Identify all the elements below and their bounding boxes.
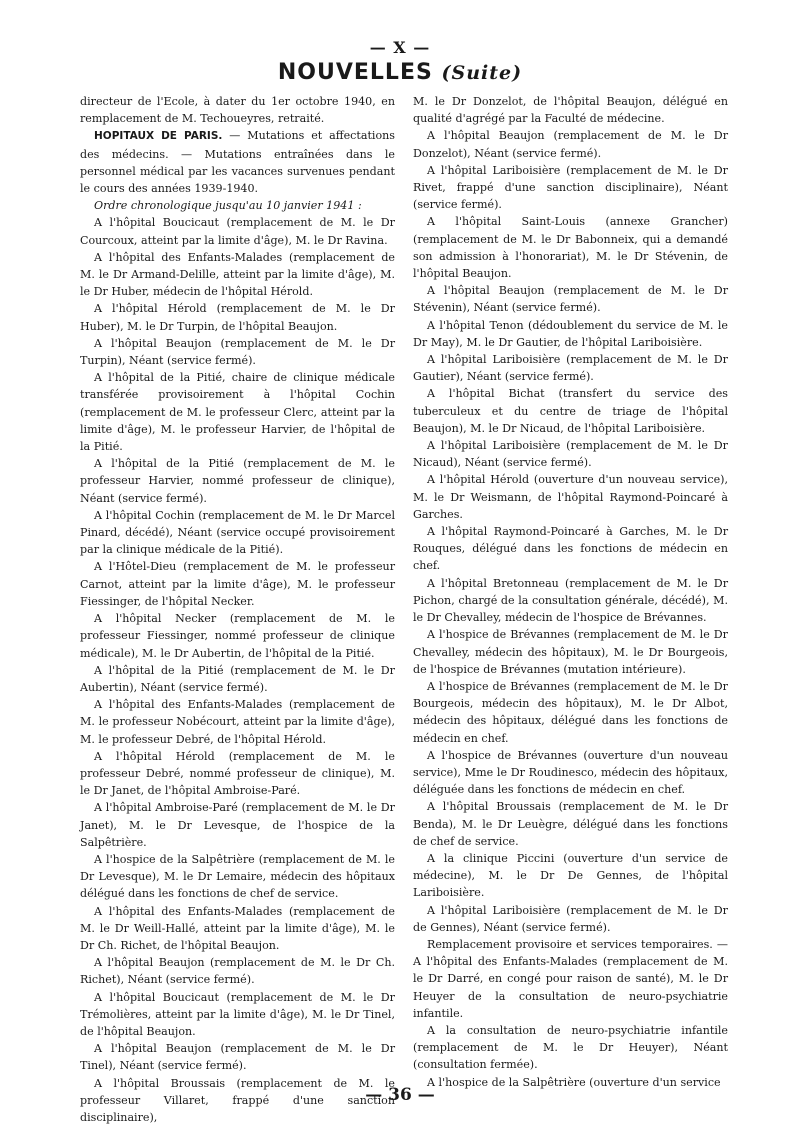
paragraph: A l'hôpital Beaujon (remplacement de M. le Dr Stévenin), Néant (service fermé). [413,284,728,315]
paragraph: A l'hôpital Hérold (ouverture d'un nouveau service), M. le Dr Weismann, de l'hôpital Raymond-Poincaré à Garches. [413,473,728,521]
title-main: NOUVELLES [277,60,433,85]
paragraph: A l'hôpital Lariboisière (remplacement de M. le Dr de Gennes), Néant (service fermé). [413,903,728,934]
paragraph: A l'hôpital Lariboisière (remplacement de M. le Dr Nicaud), Néant (service fermé). [413,439,728,470]
paragraph: A l'hôpital Bretonneau (remplacement de M. le Dr Pichon, chargé de la consultation générale, décédé), M. le Dr Chevalley, médecin de l'hospice de Brévannes. [413,576,728,625]
section-text: — Mutations et affectations des médecins. — Mutations entraînées dans le personnel médical par les vacances survenues pendant le cours des années 1939-1940. [80,129,395,196]
paragraph: A l'hospice de la Salpêtrière (ouverture d'un service [427,1075,721,1089]
paragraph: A l'hôpital Boucicaut (remplacement de M. le Dr Courcoux, atteint par la limite d'âge), M. le Dr Ravina. [80,216,395,247]
paragraph: A l'hôpital Ambroise-Paré (remplacement de M. le Dr Janet), M. le Dr Levesque, de l'hospice de la Salpêtrière. [80,801,395,849]
paragraph: A l'hospice de Brévannes (ouverture d'un nouveau service), Mme le Dr Roudinesco, médecin des hôpitaux, déléguée dans les fonctions de médecin en chef. [413,748,728,797]
paragraph: A l'hôpital Beaujon (remplacement de M. le Dr Donzelot), Néant (service fermé). [413,129,728,160]
section-heading: HOPITAUX DE PARIS. [94,130,223,143]
paragraph: A l'hôpital de la Pitié (remplacement de M. le professeur Harvier, nommé professeur de clinique), Néant (service fermé). [80,457,395,505]
paragraph: A l'hôpital Cochin (remplacement de M. le Dr Marcel Pinard, décédé), Néant (service occupé provisoirement par la clinique médicale de la Pitié). [80,508,395,557]
paragraph: A l'hôpital Bichat (transfert du service des tuberculeux et du centre de triage de l'hôpital Beaujon), M. le Dr Nicaud, de l'hôpital Lariboisière. [413,387,728,435]
right-column [413,93,728,1091]
paragraph: directeur de l'Ecole, à dater du 1er octobre 1940, en remplacement de M. Techoueyres, retraité. [80,95,395,126]
paragraph: A l'hôpital Beaujon (remplacement de M. le Dr Ch. Richet), Néant (service fermé). [80,956,395,987]
left-column [80,93,395,1126]
page-number: — 36 — [365,1085,435,1105]
paragraph: M. le Dr Donzelot, de l'hôpital Beaujon, délégué en qualité d'agrégé par la Faculté de médecine. [413,95,728,126]
paragraph: A l'hôpital de la Pitié, chaire de clinique médicale transférée provisoirement à l'hôpital Cochin (remplacement de M. le professeur Clerc, atteint par la limite d'âge), M. le professeur Harvier, de l'hôpital de la Pitié. [80,371,395,454]
paragraph: Ordre chronologique jusqu'au 10 janvier 1941 : [94,199,362,213]
page-title [0,60,800,85]
paragraph: A l'hôpital Raymond-Poincaré à Garches, M. le Dr Rouques, délégué dans les fonctions de médecin en chef. [413,525,728,573]
paragraph: A l'hôpital Lariboisière (remplacement de M. le Dr Gautier), Néant (service fermé). [413,353,728,384]
paragraph: A l'hôpital Broussais (remplacement de M. le Dr Benda), M. le Dr Leuègre, délégué dans les fonctions de chef de service. [413,800,728,848]
paragraph: A la clinique Piccini (ouverture d'un service de médecine), M. le Dr De Gennes, de l'hôpital Lariboisière. [413,851,728,900]
paragraph: A l'hôpital Beaujon (remplacement de M. le Dr Turpin), Néant (service fermé). [80,336,395,368]
paragraph: A l'hôpital Broussais (remplacement de M. le professeur Villaret, frappé d'une sanction disciplinaire), [80,1076,395,1124]
paragraph: A l'hospice de Brévannes (remplacement de M. le Dr Bourgeois, médecin des hôpitaux), M. le Dr Albot, médecin des hôpitaux, délégué dans les fonctions de médecin en chef. [413,679,728,745]
paragraph: Remplacement provisoire et services temporaires. — A l'hôpital des Enfants-Malades (remplacement de M. le Dr Darré, en congé pour raison de santé), M. le Dr Heuyer de la consultation de neuro-psychiatrie infantile. [413,937,728,1020]
page-number-roman: — X — [369,38,431,57]
paragraph: A l'hôpital Hérold (remplacement de M. le Dr Huber), M. le Dr Turpin, de l'hôpital Beaujon. [80,302,395,333]
paragraph: A l'Hôtel-Dieu (remplacement de M. le professeur Carnot, atteint par la limite d'âge), M. le professeur Fiessinger, de l'hôpital Necker. [80,560,395,608]
paragraph: A l'hôpital des Enfants-Malades (remplacement de M. le Dr Weill-Hallé, atteint par la limite d'âge), M. le Dr Ch. Richet, de l'hôpital Beaujon. [80,904,395,952]
section-paragraph [80,127,395,197]
paragraph: A l'hospice de la Salpêtrière (remplacement de M. le Dr Levesque), M. le Dr Lemaire, médecin des hôpitaux délégué dans les fonctions de chef de service. [80,852,395,901]
paragraph: A l'hospice de Brévannes (remplacement de M. le Dr Chevalley, médecin des hôpitaux), M. le Dr Bourgeois, de l'hospice de Brévannes (mutation intérieure). [413,628,728,676]
paragraph: A l'hôpital Saint-Louis (annexe Grancher) (remplacement de M. le Dr Babonneix, qui a demandé son admission à l'honorariat), M. le Dr Stévenin, de l'hôpital Beaujon. [413,215,728,281]
paragraph: A l'hôpital Boucicaut (remplacement de M. le Dr Trémolières, atteint par la limite d'âge), M. le Dr Tinel, de l'hôpital Beaujon. [80,990,395,1038]
paragraph: A l'hôpital de la Pitié (remplacement de M. le Dr Aubertin), Néant (service fermé). [80,663,395,694]
paragraph: A l'hôpital Tenon (dédoublement du service de M. le Dr May), M. le Dr Gautier, de l'hôpital Lariboisière. [413,318,728,349]
paragraph: A l'hôpital des Enfants-Malades (remplacement de M. le Dr Armand-Delille, atteint par la limite d'âge), M. le Dr Huber, médecin de l'hôpital Hérold. [80,250,395,299]
paragraph: A l'hôpital des Enfants-Malades (remplacement de M. le professeur Nobécourt, atteint par la limite d'âge), M. le professeur Debré, de l'hôpital Hérold. [80,698,395,746]
paragraph: A l'hôpital Necker (remplacement de M. le professeur Fiessinger, nommé professeur de clinique médicale), M. le Dr Aubertin, de l'hôpital de la Pitié. [80,612,395,660]
paragraph: A la consultation de neuro-psychiatrie infantile (remplacement de M. le Dr Heuyer), Néant (consultation fermée). [413,1023,728,1072]
paragraph: A l'hôpital Lariboisière (remplacement de M. le Dr Rivet, frappé d'une sanction disciplinaire), Néant (service fermé). [413,163,728,212]
paragraph: A l'hôpital Hérold (remplacement de M. le professeur Debré, nommé professeur de clinique), M. le Dr Janet, de l'hôpital Ambroise-Paré. [80,749,395,798]
title-suite: (Suite) [441,62,523,84]
paragraph: A l'hôpital Beaujon (remplacement de M. le Dr Tinel), Néant (service fermé). [80,1042,395,1073]
